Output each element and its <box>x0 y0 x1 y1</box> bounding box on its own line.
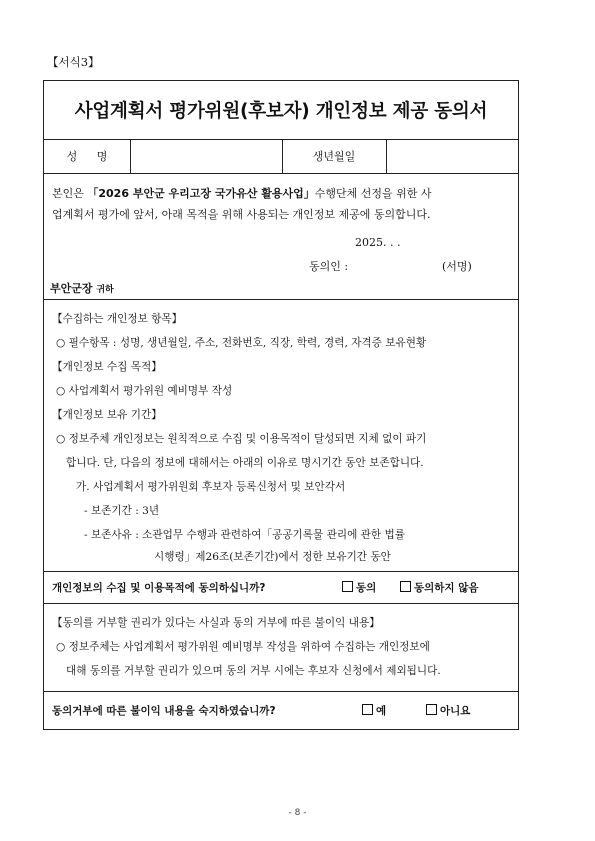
signature-label: (서명) <box>442 260 472 273</box>
aware-yes-checkbox[interactable] <box>362 704 373 715</box>
aware-yes-label: 예 <box>376 705 387 717</box>
question-consent-text: 개인정보의 수집 및 이용목적에 동의하십니까? <box>52 582 266 594</box>
consent-form <box>43 80 519 730</box>
consent-yes-option[interactable] <box>342 580 376 595</box>
form-label: 【서식3】 <box>47 55 100 69</box>
aware-yes-option[interactable] <box>362 703 386 718</box>
consent-yes-label: 동의 <box>356 582 377 594</box>
recipient <box>50 280 114 296</box>
name-field[interactable] <box>130 139 283 173</box>
period-line3: 가. 사업계획서 평가위원회 후보자 등록신청서 및 보안각서 <box>76 481 346 493</box>
period-line5: - 보존사유 : 소관업무 수행과 관련하여「공공기록물 관리에 관한 법률 <box>84 529 405 541</box>
form-title: 사업계획서 평가위원(후보자) 개인정보 제공 동의서 <box>44 81 518 140</box>
purpose-heading: 【개인정보 수집 목적】 <box>52 361 162 373</box>
recipient-suffix: 귀하 <box>96 285 114 295</box>
items-text: ○ 필수항목 : 성명, 생년월일, 주소, 전화번호, 직장, 학력, 경력, 자격증 보유현황 <box>56 337 427 349</box>
period-line4: - 보존기간 : 3년 <box>84 505 160 517</box>
question-consent <box>44 571 518 604</box>
refusal-section <box>44 603 518 692</box>
consent-line1-rest: 수행단체 선정을 위한 사 <box>314 187 432 200</box>
period-heading: 【개인정보 보유 기간】 <box>52 409 162 421</box>
agree-label: 동의인 : <box>309 260 349 273</box>
purpose-text: ○ 사업계획서 평가위원 예비명부 작성 <box>56 385 233 397</box>
aware-no-label: 아니요 <box>440 705 471 717</box>
period-line1: ○ 정보주체 개인정보는 원칙적으로 수집 및 이용목적이 달성되면 지체 없이 파기 <box>56 433 427 445</box>
consent-no-checkbox[interactable] <box>400 581 411 592</box>
birth-label: 생년월일 <box>282 139 387 173</box>
consent-section <box>44 173 518 300</box>
question-aware <box>44 691 518 729</box>
consent-yes-checkbox[interactable] <box>342 581 353 592</box>
name-row <box>44 139 518 174</box>
consent-no-option[interactable] <box>400 580 479 595</box>
aware-no-option[interactable] <box>426 703 470 718</box>
birth-field[interactable] <box>386 139 518 173</box>
recipient-name: 부안군장 <box>50 282 93 295</box>
question-aware-text: 동의거부에 따른 불이익 내용을 숙지하였습니까? <box>52 705 276 717</box>
aware-no-checkbox[interactable] <box>426 704 437 715</box>
consent-line2: 업계획서 평가에 앞서, 아래 목적을 위해 사용되는 개인정보 제공에 동의합니다. <box>52 208 431 221</box>
consent-prefix: 본인은 <box>52 187 88 200</box>
period-line2: 합니다. 단, 다음의 정보에 대해서는 아래의 이유로 명시기간 동안 보존합니다. <box>66 457 424 469</box>
date-field[interactable]: 2025. . . <box>355 236 401 249</box>
refusal-line2: 대해 동의를 거부할 권리가 있으며 동의 거부 시에는 후보자 신청에서 제외됩니다. <box>66 665 441 677</box>
info-section <box>44 299 518 572</box>
refusal-line1: ○ 정보주체는 사업계획서 평가위원 예비명부 작성을 위하여 수집하는 개인정보에 <box>56 641 430 653</box>
refusal-heading: 【동의를 거부할 권리가 있다는 사실과 동의 거부에 따른 불이익 내용】 <box>52 617 380 629</box>
consent-no-label: 동의하지 않음 <box>414 582 479 594</box>
project-name: 「2026 부안군 우리고장 국가유산 활용사업」 <box>87 187 315 200</box>
name-label: 성 명 <box>44 139 131 173</box>
page-number: - 8 - <box>288 808 307 818</box>
consent-statement <box>52 183 510 225</box>
period-line6: 시행령」제26조(보존기간)에서 정한 보유기간 동안 <box>154 551 391 563</box>
items-heading: 【수집하는 개인정보 항목】 <box>52 313 183 325</box>
